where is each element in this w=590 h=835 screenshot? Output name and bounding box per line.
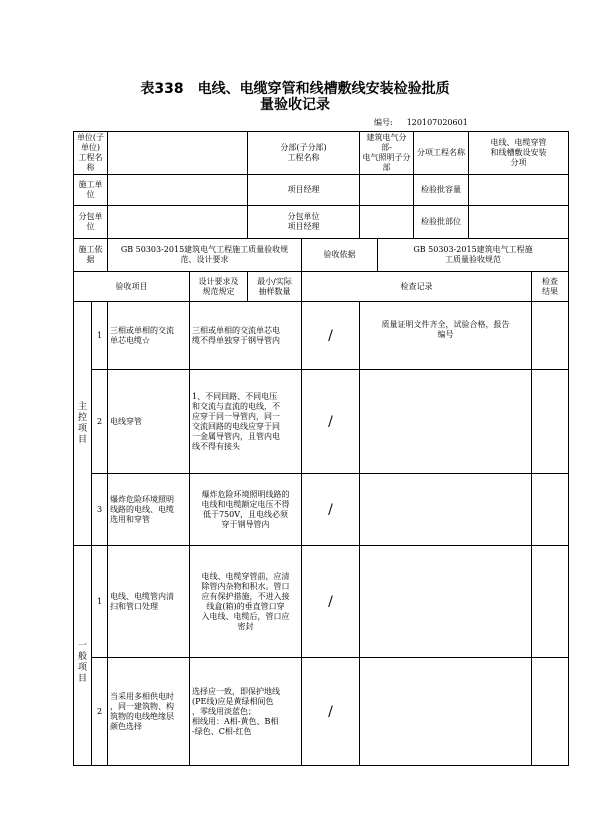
main-item-design: 爆炸危险环境照明线路的 电线和电缆额定电压不得 低于750V，且电线必须 穿于钢导管内 <box>190 474 302 546</box>
acceptance-basis-label: 验收依据 <box>302 239 378 272</box>
batch-part-label: 检验批部位 <box>414 206 469 239</box>
division-name-label: 分部(子分部) 工程名称 <box>248 132 360 175</box>
main-item-record <box>360 474 532 546</box>
col-header-record: 检查记录 <box>302 272 532 302</box>
batch-size-value <box>469 175 569 206</box>
main-item-sample: / <box>302 370 360 474</box>
project-manager-value <box>360 175 414 206</box>
main-item-sample: / <box>302 302 360 370</box>
general-item-sample: / <box>302 546 360 658</box>
project-manager-label: 项目经理 <box>248 175 360 206</box>
subitem-name-value: 电线、电缆穿管 和线槽敷设安装 分项 <box>469 132 569 175</box>
subcontractor-value <box>108 206 248 239</box>
document-title-line1: 表338 电线、电缆穿管和线槽敷线安装检验批质 <box>140 81 450 97</box>
general-item-design: 电线、电缆穿管前，应清 除管内杂物和积水。管口 应有保护措施，不进入接 线盒(箱)的垂直管口穿 入电线、电缆后，管口应 密封 <box>190 546 302 658</box>
code-value: 120107020601 <box>406 118 468 127</box>
general-item-name: 电线、电缆管内清 扫和管口处理 <box>108 546 190 658</box>
col-header-result: 检查 结果 <box>532 272 569 302</box>
main-item-name: 爆炸危险环境照明 线路的电线、电缆 选用和穿管 <box>108 474 190 546</box>
unit-name-value <box>108 132 248 175</box>
sub-pm-label: 分包单位 项目经理 <box>248 206 360 239</box>
batch-size-label: 检验批容量 <box>414 175 469 206</box>
general-item-no: 2 <box>92 658 108 766</box>
document-title-line2: 量验收记录 <box>260 97 330 113</box>
main-control-label: 主 控 项 目 <box>74 302 92 546</box>
main-item-no: 2 <box>92 370 108 474</box>
unit-name-label-text: 单位(子单位) 工程名称 <box>76 133 105 172</box>
main-item-result <box>532 474 569 546</box>
col-header-sample: 最小/实际 抽样数量 <box>248 272 302 302</box>
general-items-label: 一 般 项 目 <box>74 546 92 766</box>
main-item-name: 电线穿管 <box>108 370 190 474</box>
code-label: 编号: <box>374 118 393 127</box>
general-item-design: 选择应一致，即保护地线 (PE线)应是黄绿相间色 ，零线用淡蓝色； 相线用：A相-黄色、B相 -绿色、C相-红色 <box>190 658 302 766</box>
col-header-item: 验收项目 <box>74 272 190 302</box>
general-item-name: 当采用多相供电时 ，同一建筑物、构 筑物的电线绝缘层 颜色选择 <box>108 658 190 766</box>
general-item-record <box>360 658 532 766</box>
main-item-no: 3 <box>92 474 108 546</box>
construction-basis-label: 施工依据 <box>74 239 108 272</box>
contractor-value <box>108 175 248 206</box>
main-item-sample: / <box>302 474 360 546</box>
main-item-record <box>360 370 532 474</box>
contractor-label: 施工单位 <box>74 175 108 206</box>
general-item-result <box>532 658 569 766</box>
main-item-result <box>532 370 569 474</box>
main-item-result <box>532 302 569 370</box>
main-item-design: 三相或单相的交流单芯电 缆不得单独穿于钢导管内 <box>190 302 302 370</box>
main-item-record: 质量证明文件齐全，试验合格，报告 编号 <box>360 302 532 370</box>
division-name-value: 建筑电气分部- 电气照明子分部 <box>360 132 414 175</box>
sub-pm-value <box>360 206 414 239</box>
inspection-table <box>73 131 569 766</box>
construction-basis-value: GB 50303-2015建筑电气工程施工质量验收规 范、设计要求 <box>108 239 302 272</box>
col-header-design: 设计要求及 规范规定 <box>190 272 248 302</box>
main-item-no: 1 <box>92 302 108 370</box>
unit-name-label <box>74 132 108 175</box>
general-item-record <box>360 546 532 658</box>
general-item-result <box>532 546 569 658</box>
main-item-name: 三相或单相的交流 单芯电缆☆ <box>108 302 190 370</box>
main-item-design: 1、不同回路、不同电压 和交流与直流的电线，不 应穿于同一导管内，同一 交流回路的电线应穿于同 一金属导管内，且管内电 线不得有接头 <box>190 370 302 474</box>
record-code <box>374 117 482 128</box>
acceptance-basis-value: GB 50303-2015建筑电气工程施 工质量验收规范 <box>378 239 569 272</box>
batch-part-value <box>469 206 569 239</box>
general-item-sample: / <box>302 658 360 766</box>
general-item-no: 1 <box>92 546 108 658</box>
subitem-name-label: 分项工程名称 <box>414 132 469 175</box>
subcontractor-label: 分包单位 <box>74 206 108 239</box>
